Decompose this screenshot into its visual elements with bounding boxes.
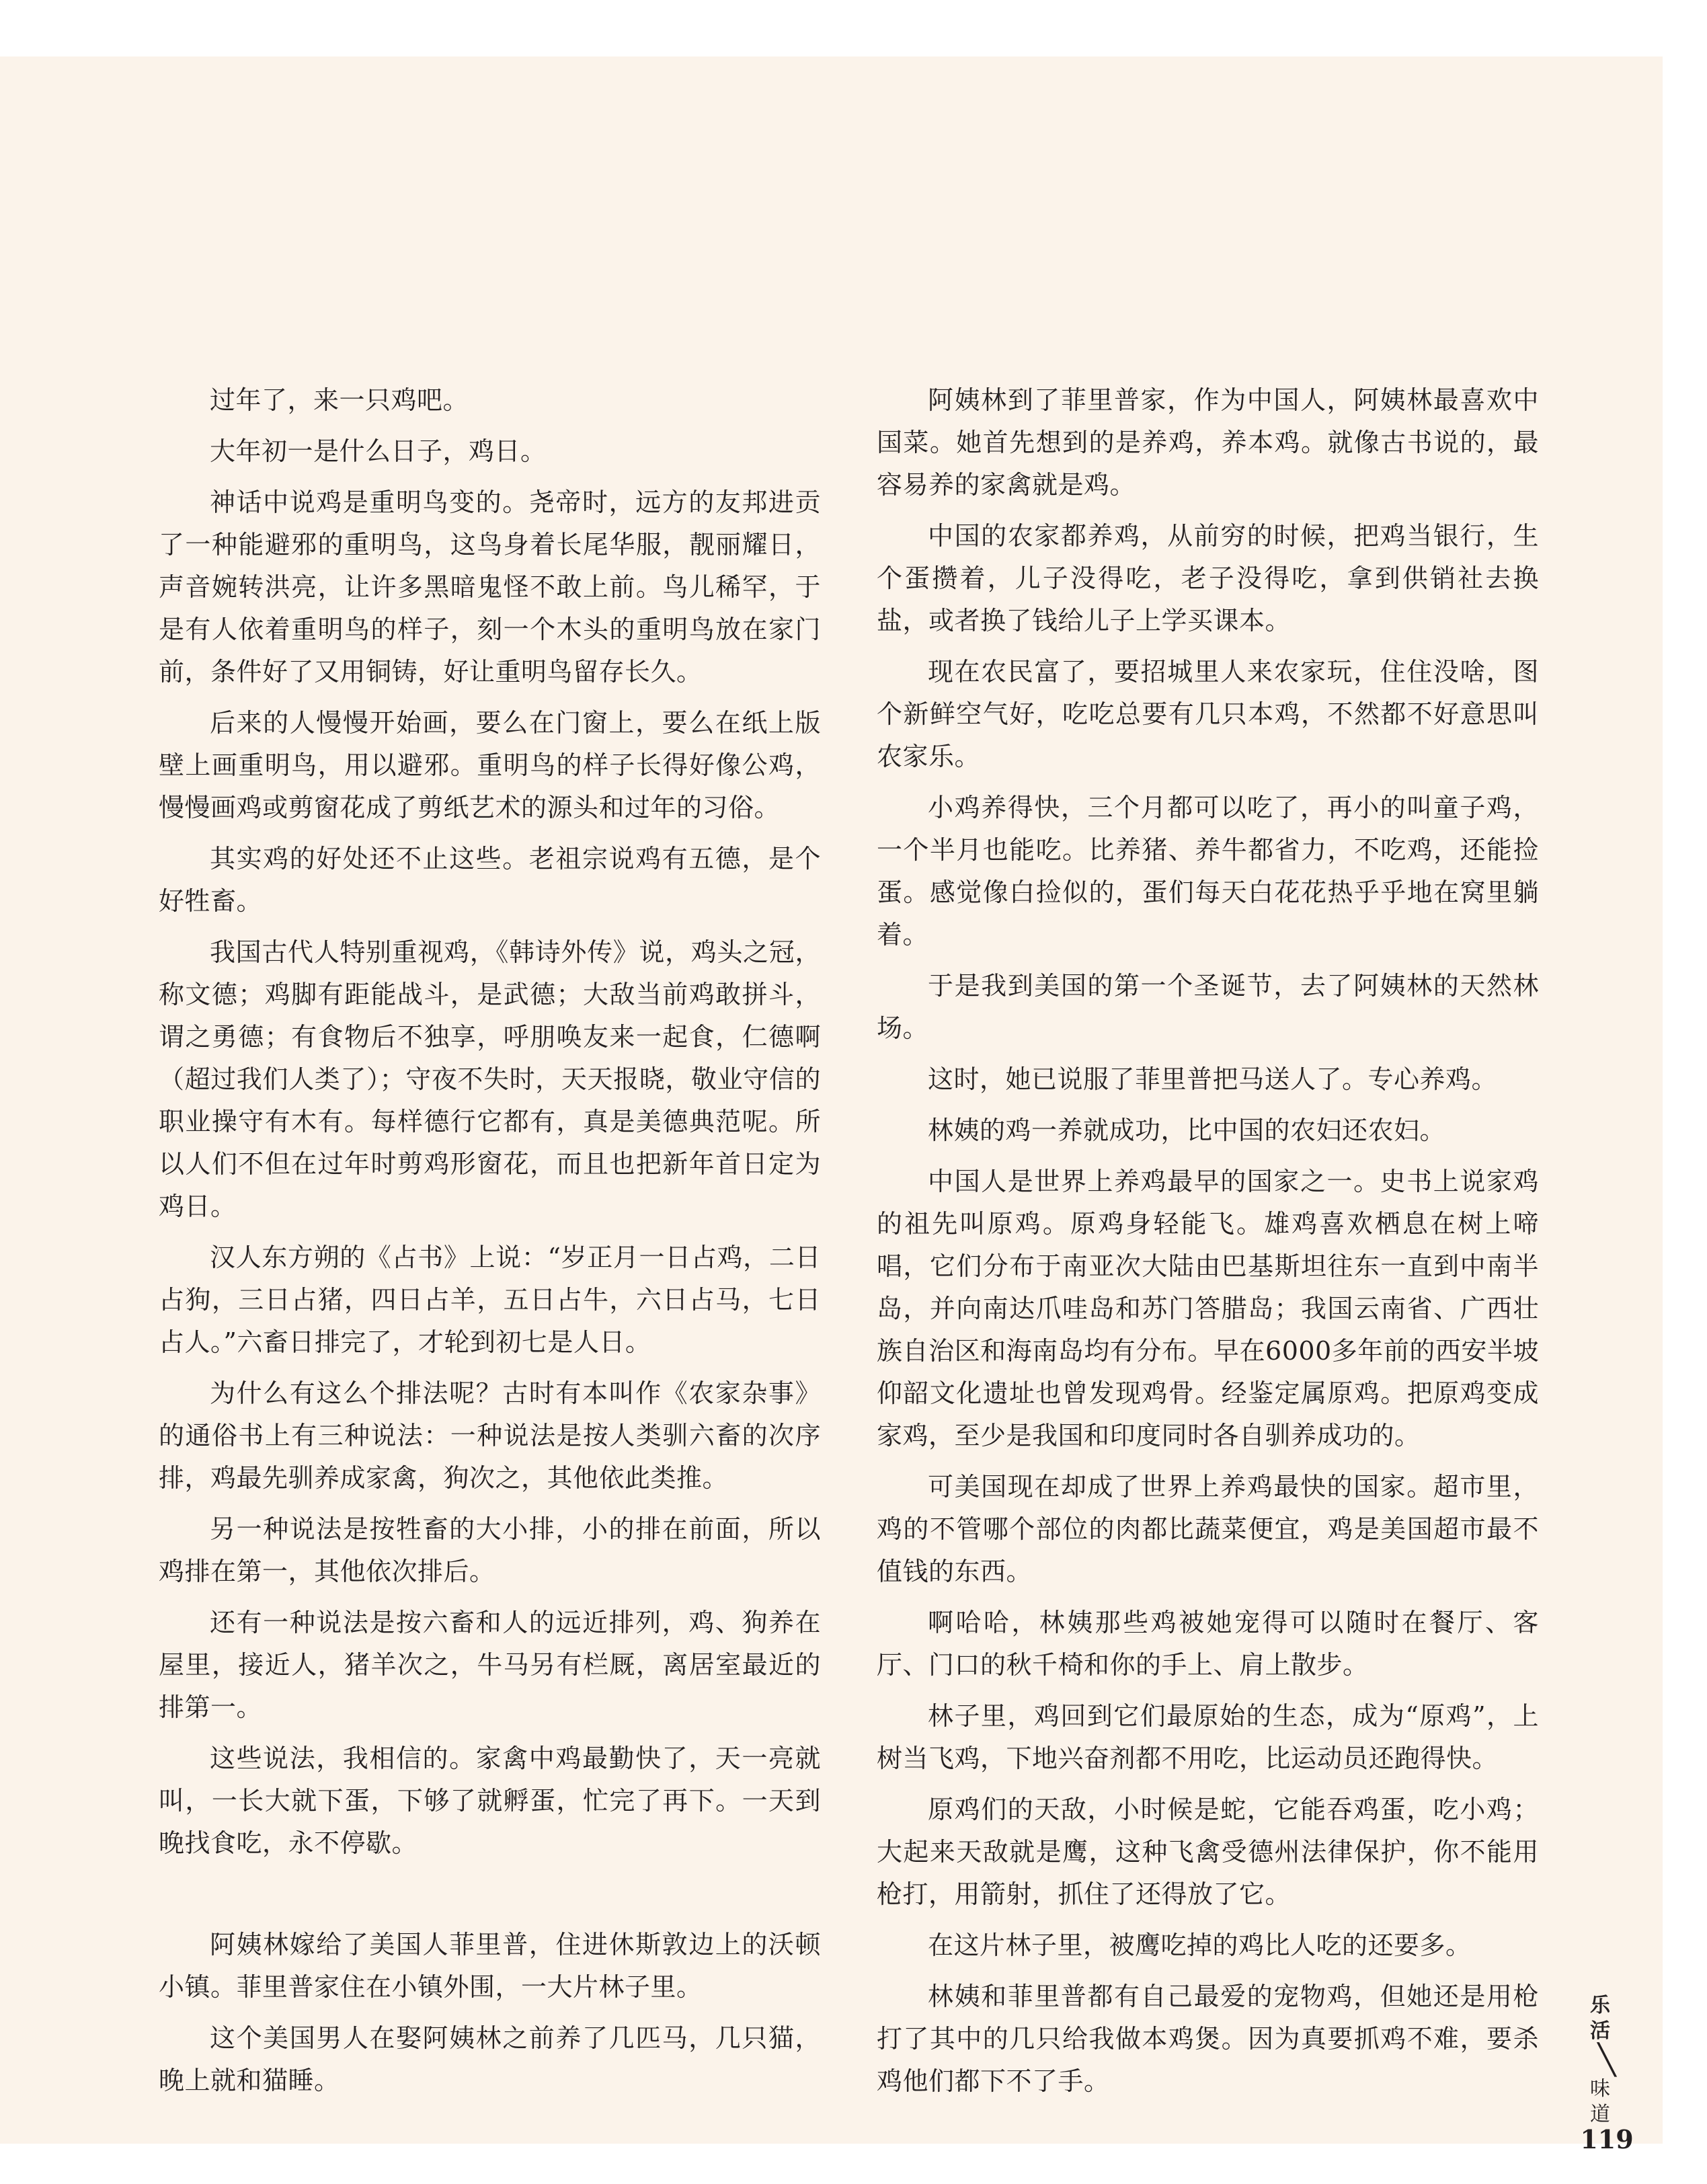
paragraph: 小鸡养得快，三个月都可以吃了，再小的叫童子鸡，一个半月也能吃。比养猪、养牛都省力，不吃鸡，还能捡蛋。感觉像白捡似的，蛋们每天白花花热乎乎地在窝里躺着。 — [877, 793, 1539, 949]
paragraph: 汉人东方朔的《占书》上说：“岁正月一日占鸡，二日占狗，三日占猪，四日占羊，五日占牛，六日占马，七日占人。”六畜日排完了，才轮到初七是人日。 — [159, 1243, 821, 1357]
paragraph: 阿姨林到了菲里普家，作为中国人，阿姨林最喜欢中国菜。她首先想到的是养鸡，养本鸡。就像古书说的，最容易养的家禽就是鸡。 — [877, 385, 1539, 500]
paragraph: 中国的农家都养鸡，从前穷的时候，把鸡当银行，生个蛋攒着，儿子没得吃，老子没得吃，拿到供销社去换盐，或者换了钱给儿子上学买课本。 — [877, 521, 1539, 635]
paragraph: 神话中说鸡是重明鸟变的。尧帝时，远方的友邦进贡了一种能避邪的重明鸟，这鸟身着长尾华服，靓丽耀日，声音婉转洪亮，让许多黑暗鬼怪不敢上前。鸟儿稀罕，于是有人依着重明鸟的样子，刻一个木头的重明鸟放在家门前，条件好了又用铜铸，好让重明鸟留存长久。 — [159, 488, 821, 687]
paragraph: 原鸡们的天敌，小时候是蛇，它能吞鸡蛋，吃小鸡；大起来天敌就是鹰，这种飞禽受德州法律保护，你不能用枪打，用箭射，抓住了还得放了它。 — [877, 1795, 1539, 1909]
page-number: 119 — [1580, 2124, 1634, 2154]
paragraph: 另一种说法是按牲畜的大小排，小的排在前面，所以鸡排在第一，其他依次排后。 — [159, 1514, 821, 1586]
paragraph: 中国人是世界上养鸡最早的国家之一。史书上说家鸡的祖先叫原鸡。原鸡身轻能飞。雄鸡喜欢栖息在树上啼唱，它们分布于南亚次大陆由巴基斯坦往东一直到中南半岛，并向南达爪哇岛和苏门答腊岛；我国云南省、广西壮族自治区和海南岛均有分布。早在6000多年前的西安半坡仰韶文化遗址也曾发现鸡骨。经鉴定属原鸡。把原鸡变成家鸡，至少是我国和印度同时各自驯养成功的。 — [877, 1167, 1539, 1450]
paragraph: 为什么有这么个排法呢？古时有本叫作《农家杂事》的通俗书上有三种说法：一种说法是按人类驯六畜的次序排，鸡最先驯养成家禽，狗次之，其他依此类推。 — [159, 1378, 821, 1493]
left-text-column — [159, 379, 821, 2102]
paragraph: 林姨的鸡一养就成功，比中国的农妇还农妇。 — [928, 1116, 1446, 1145]
paragraph: 还有一种说法是按六畜和人的远近排列，鸡、狗养在屋里，接近人，猪羊次之，牛马另有栏厩，离居室最近的排第一。 — [159, 1608, 821, 1722]
paragraph: 现在农民富了，要招城里人来农家玩，住住没啥，图个新鲜空气好，吃吃总要有几只本鸡，不然都不好意思叫农家乐。 — [877, 657, 1539, 771]
paragraph: 啊哈哈，林姨那些鸡被她宠得可以随时在餐厅、客厅、门口的秋千椅和你的手上、肩上散步。 — [877, 1608, 1539, 1680]
paragraph: 在这片林子里，被鹰吃掉的鸡比人吃的还要多。 — [928, 1930, 1472, 1960]
paragraph: 大年初一是什么日子，鸡日。 — [210, 436, 547, 466]
paragraph: 可美国现在却成了世界上养鸡最快的国家。超市里，鸡的不管哪个部位的肉都比蔬菜便宜，鸡是美国超市最不值钱的东西。 — [877, 1472, 1539, 1586]
paragraph: 其实鸡的好处还不止这些。老祖宗说鸡有五德，是个好牲畜。 — [159, 844, 821, 916]
section-tag-separator: ╲ — [1597, 2043, 1616, 2077]
paragraph: 于是我到美国的第一个圣诞节，去了阿姨林的天然林场。 — [877, 971, 1539, 1043]
paragraph: 阿姨林嫁给了美国人菲里普，住进休斯敦边上的沃顿小镇。菲里普家住在小镇外围，一大片林子里。 — [159, 1930, 821, 2002]
right-text-column — [877, 379, 1539, 2103]
paragraph: 林姨和菲里普都有自己最爱的宠物鸡，但她还是用枪打了其中的几只给我做本鸡煲。因为真要抓鸡不难，要杀鸡他们都下不了手。 — [877, 1982, 1539, 2096]
paragraph: 林子里，鸡回到它们最原始的生态，成为“原鸡”，上树当飞鸡，下地兴奋剂都不用吃，比运动员还跑得快。 — [877, 1701, 1539, 1773]
paragraph: 过年了，来一只鸡吧。 — [210, 385, 469, 415]
section-tag-part2: 味道 — [1590, 2077, 1610, 2126]
section-tag-part1: 乐活 — [1590, 1994, 1610, 2043]
paragraph: 这个美国男人在娶阿姨林之前养了几匹马，几只猫，晚上就和猫睡。 — [159, 2023, 821, 2095]
paragraph: 这些说法，我相信的。家禽中鸡最勤快了，天一亮就叫，一长大就下蛋，下够了就孵蛋，忙完了再下。一天到晚找食吃，永不停歇。 — [159, 1744, 821, 1858]
paragraph: 我国古代人特别重视鸡，《韩诗外传》说，鸡头之冠，称文德；鸡脚有距能战斗，是武德；大敌当前鸡敢拼斗，谓之勇德；有食物后不独享，呼朋唤友来一起食，仁德啊（超过我们人类了）；守夜不失时，天天报晓，敬业守信的职业操守有木有。每样德行它都有，真是美德典范呢。所以人们不但在过年时剪鸡形窗花，而且也把新年首日定为鸡日。 — [159, 937, 821, 1221]
section-tag — [1590, 1993, 1624, 2128]
paragraph: 后来的人慢慢开始画，要么在门窗上，要么在纸上版壁上画重明鸟，用以避邪。重明鸟的样子长得好像公鸡，慢慢画鸡或剪窗花成了剪纸艺术的源头和过年的习俗。 — [159, 708, 821, 822]
paragraph: 这时，她已说服了菲里普把马送人了。专心养鸡。 — [928, 1064, 1498, 1094]
page-background — [0, 56, 1663, 2154]
